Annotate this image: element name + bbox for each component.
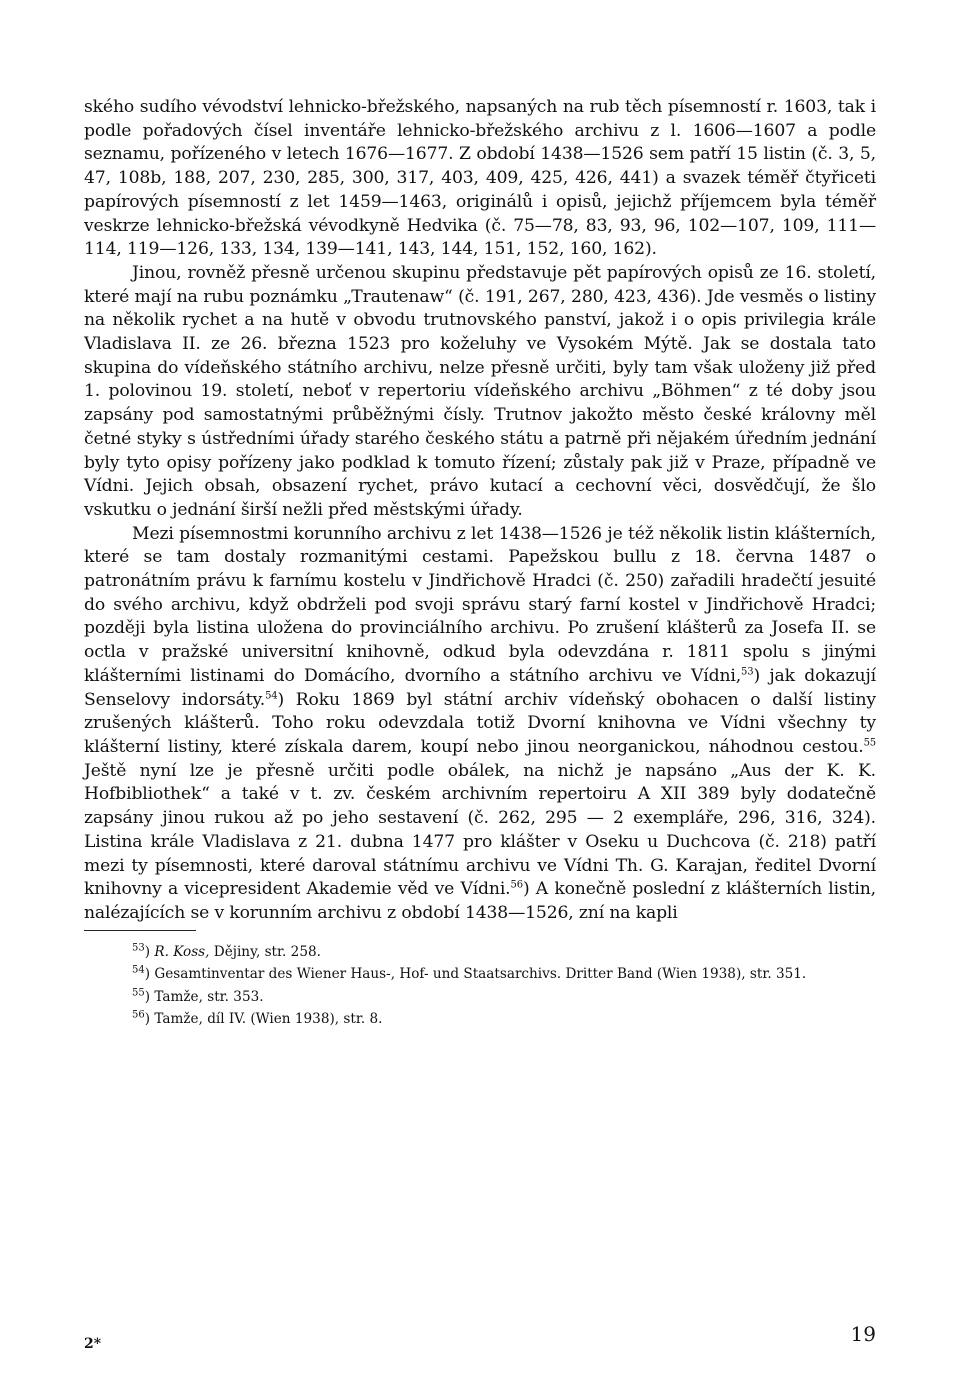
paragraph-3-part-4: Ještě nyní lze je přesně určiti podle obálek, na nichž je napsáno „Aus der K. K. Hofbibliothek“ a také v t. zv. českém archivním repertoiru A XII 389 byly dodatečně zapsány jinou rukou až po jeho sestavení (č. 262, 295 — 2 exempláře, 296, 316, 324). Listina krále Vladislava z 21. dubna 1477 pro klášter v Oseku u Duchcova (č. 218) patří mezi ty písemnosti, které daroval státnímu archivu ve Vídni Th. G. Karajan, ředitel Dvorní knihovny a vicepresident Akademie věd ve Vídni. — [84, 760, 876, 900]
page-number: 19 — [850, 1322, 876, 1346]
page-content — [84, 96, 876, 1031]
footnote-number: 53 — [132, 942, 145, 954]
footnote-text: ) Tamže, díl IV. (Wien 1938), str. 8. — [144, 1011, 383, 1028]
footnote-ref-56: 56 — [510, 879, 523, 891]
paragraph-3-part-3: ) Roku 1869 byl státní archiv vídeňský obohacen o další listiny zrušených klášterů. Toho roku odevzdala totiž Dvorní knihovna ve Vídni všechny ty klášterní listiny, které získala darem, koupí nebo jinou neorganickou, náhodnou cestou. — [84, 689, 876, 757]
footnote-55 — [132, 986, 876, 1009]
footnote-ref-53: 53 — [741, 666, 754, 678]
paragraph-3 — [84, 523, 876, 926]
footnote-number: 54 — [132, 964, 145, 976]
footnote-author: R. Koss, — [154, 943, 210, 960]
paragraph-3-part-1: Mezi písemnostmi korunního archivu z let 1438—1526 je též několik listin klášterních, které se tam dostaly rozmanitými cestami. Papežskou bullu z 18. června 1487 o patronátním právu k farnímu kostelu v Jindřichově Hradci (č. 250) zařadili hradečtí jesuité do svého archivu, když obdrželi pod svoji správu starý farní kostel v Jindřichově Hradci; později byla listina uložena do provinciálního archivu. Po zrušení klášterů za Josefa II. se octla v pražské universitní knihovně, odkud byla odevzdána r. 1811 spolu s jinými klášterními listinami do Domácího, dvorního a státního archivu ve Vídni, — [84, 523, 876, 686]
footnote-ref-55: 55 — [863, 737, 876, 749]
footnote-divider — [84, 930, 196, 931]
paragraph-1: ského sudího vévodství lehnicko-břežského, napsaných na rub těch písemností r. 1603, tak i podle pořadových čísel inventáře lehnicko-břežského archivu z l. 1606—1607 a podle seznamu, pořízeného v letech 1676—1677. Z období 1438—1526 sem patří 15 listin (č. 3, 5, 47, 108b, 188, 207, 230, 285, 300, 317, 403, 409, 425, 426, 441) a svazek téměř čtyřiceti papírových písemností z let 1459—1463, originálů i opisů, jejichž příjemcem byla téměř veskrze lehnicko-břežská vévodkyně Hedvika (č. 75—78, 83, 93, 96, 102—107, 109, 111—114, 119—126, 133, 134, 139—141, 143, 144, 151, 152, 160, 162). — [84, 97, 876, 260]
footnote-text: ) — [144, 943, 155, 960]
footnote-text: ) Gesamtinventar des Wiener Haus-, Hof- und Staatsarchivs. Dritter Band (Wien 1938), str. 351. — [144, 966, 807, 983]
page-footer — [84, 1322, 876, 1362]
signature-mark: 2* — [84, 1336, 102, 1352]
footnote-53 — [132, 941, 876, 964]
paragraph-2: Jinou, rovněž přesně určenou skupinu představuje pět papírových opisů ze 16. století, které mají na rubu poznámku „Trautenaw“ (č. 191, 267, 280, 423, 436). Jde vesměs o listiny na několik rychet a na hutě v obvodu trutnovského panství, jakož i o opis privilegia krále Vladislava II. ze 26. března 1523 pro koželuhy ve Vysokém Mýtě. Jak se dostala tato skupina do vídeňského státního archivu, nelze přesně určiti, byly tam však uloženy již před 1. polovinou 19. století, neboť v repertoriu vídeňského archivu „Böhmen“ z té doby jsou zapsány pod samostatnými průběžnými čísly. Trutnov jakožto město české královny měl četné styky s ústředními úřady starého českého státu a patrně při nějakém úředním jednání byly tyto opisy pořízeny jako podklad k tomuto řízení; zůstaly pak již v Praze, případně ve Vídni. Jejich obsah, obsazení rychet, právo kutací a cechovní věci, dosvědčují, že šlo vskutku o jednání širší nežli před městskými úřady. — [84, 262, 876, 520]
footnote-56 — [132, 1008, 876, 1031]
footnote-number: 56 — [132, 1009, 145, 1021]
footnote-ref-54: 54 — [265, 689, 278, 701]
footnote-number: 55 — [132, 987, 145, 999]
footnote-54 — [84, 963, 876, 986]
footnotes — [84, 941, 876, 1031]
body-text — [84, 96, 876, 926]
paragraph-3-part-5: ) A konečně poslední z klášterních listin, nalézajících se v korunním archivu z období 1438—1526, zní na kapli — [84, 879, 876, 923]
footnote-rest: Dějiny, str. 258. — [209, 943, 321, 960]
paragraph-3-part-2: ) jak dokazují Senselovy indorsáty. — [84, 665, 876, 710]
footnote-text: ) Tamže, str. 353. — [144, 988, 264, 1005]
